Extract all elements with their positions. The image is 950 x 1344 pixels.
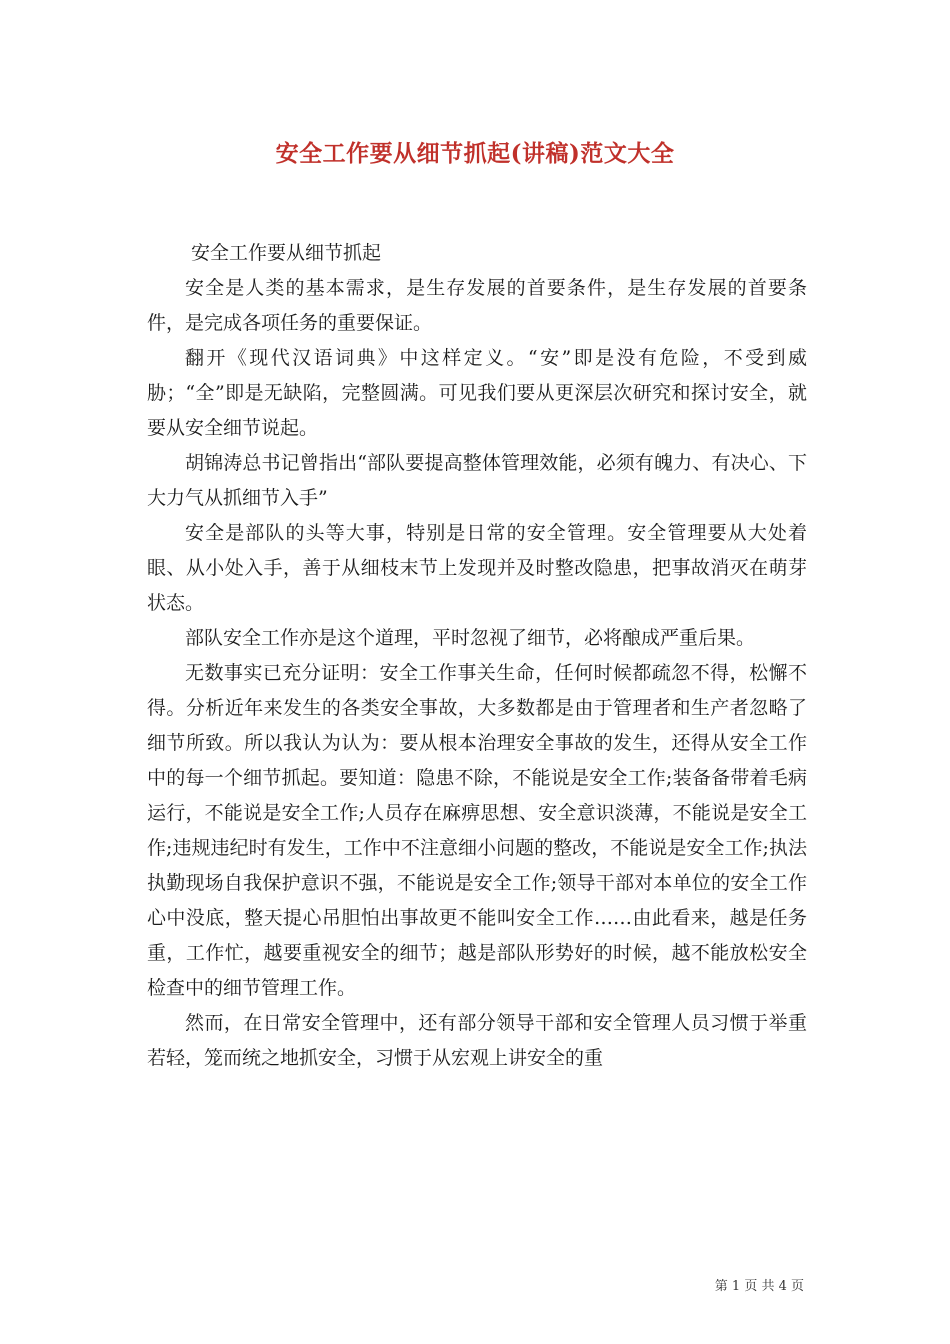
document-title: 安全工作要从细节抓起(讲稿)范文大全 [275, 140, 675, 167]
paragraph: 然而，在日常安全管理中，还有部分领导干部和安全管理人员习惯于举重若轻，笼而统之地抓安全，习惯于从宏观上讲安全的重 [147, 1012, 807, 1069]
paragraph: 安全是人类的基本需求，是生存发展的首要条件，是生存发展的首要条件，是完成各项任务的重要保证。 [147, 277, 807, 334]
paragraph: 部队安全工作亦是这个道理，平时忽视了细节，必将酿成严重后果。 [185, 627, 756, 649]
document-body [147, 236, 807, 1076]
paragraph: 翻开《现代汉语词典》中这样定义。“安”即是没有危险，不受到威胁；“全”即是无缺陷，完整圆满。可见我们要从更深层次研究和探讨安全，就要从安全细节说起。 [147, 347, 807, 439]
paragraph: 胡锦涛总书记曾指出“部队要提高整体管理效能，必须有魄力、有决心、下大力气从抓细节入手” [147, 452, 807, 509]
section-subtitle: 安全工作要从细节抓起 [191, 242, 382, 264]
page-number: 第 1 页 共 4 页 [714, 1279, 804, 1294]
paragraph: 无数事实已充分证明：安全工作事关生命，任何时候都疏忽不得，松懈不得。分析近年来发生的各类安全事故，大多数都是由于管理者和生产者忽略了细节所致。所以我认为认为：要从根本治理安全事故的发生，还得从安全工作中的每一个细节抓起。要知道：隐患不除，不能说是安全工作;装备备带着毛病运行，不能说是安全工作;人员存在麻痹思想、安全意识淡薄，不能说是安全工作;违规违纪时有发生，工作中不注意细小问题的整改，不能说是安全工作;执法执勤现场自我保护意识不强，不能说是安全工作;领导干部对本单位的安全工作心中没底，整天提心吊胆怕出事故更不能叫安全工作……由此看来，越是任务重，工作忙，越要重视安全的细节；越是部队形势好的时候，越不能放松安全检查中的细节管理工作。 [147, 662, 807, 999]
paragraph: 安全是部队的头等大事，特别是日常的安全管理。安全管理要从大处着眼、从小处入手，善于从细枝末节上发现并及时整改隐患，把事故消灭在萌芽状态。 [147, 522, 807, 614]
